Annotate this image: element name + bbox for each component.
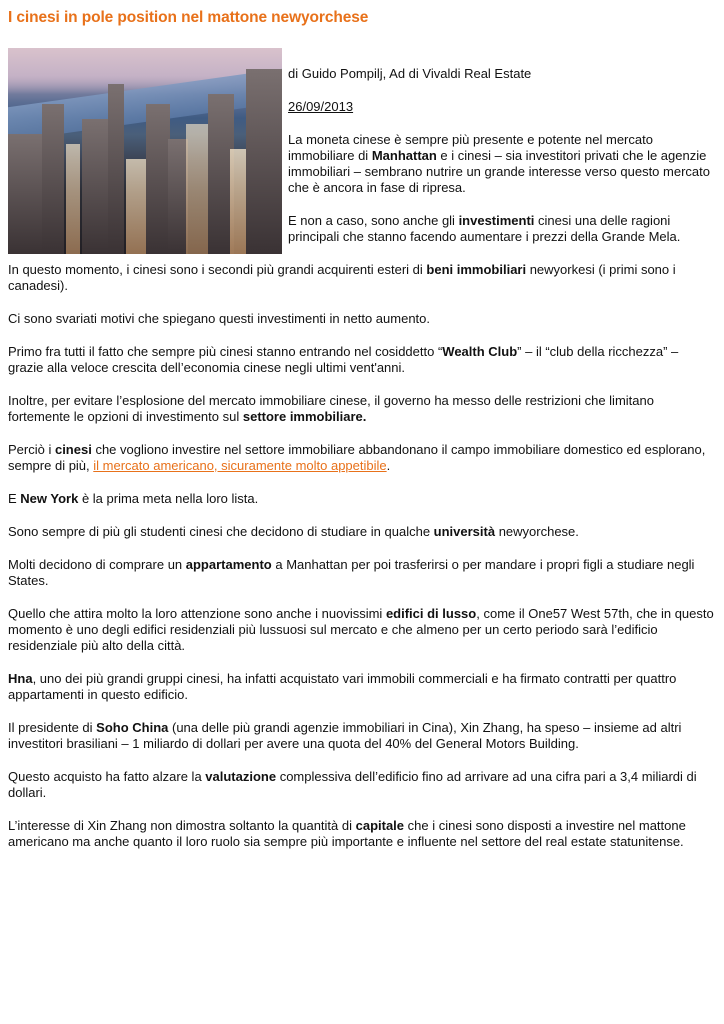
- bold-keyword: New York: [20, 491, 79, 506]
- bold-keyword: investimenti: [458, 213, 535, 228]
- text-segment: , uno dei più grandi gruppi cinesi, ha infatti acquistato vari immobili commerciali e ha firmato contratti per quattro appartamenti in questo edificio.: [8, 671, 677, 702]
- manhattan-skyline-photo: [8, 48, 282, 254]
- bold-keyword: appartamento: [185, 557, 272, 572]
- text-segment: Primo fra tutti il fatto che sempre più cinesi stanno entrando nel cosiddetto “: [8, 344, 443, 359]
- text-segment: Questo acquisto ha fatto alzare la: [8, 769, 206, 784]
- article-paragraph: [8, 671, 714, 703]
- text-segment: Perciò i: [8, 442, 55, 457]
- text-segment: Sono sempre di più gli studenti cinesi che decidono di studiare in qualche: [8, 524, 434, 539]
- bold-keyword: valutazione: [205, 769, 277, 784]
- article-paragraph: [8, 491, 714, 507]
- text-segment: ” – il “club della ricchezza” – grazie alla veloce crescita dell’economia cinese negli ultimi vent'anni.: [8, 344, 679, 375]
- text-segment: Molti decidono di comprare un: [8, 557, 186, 572]
- article-byline: di Guido Pompilj, Ad di Vivaldi Real Estate: [288, 66, 532, 81]
- article-paragraph: [8, 393, 714, 425]
- article-paragraph: [8, 442, 714, 474]
- article-paragraph: [8, 262, 714, 294]
- text-segment: In questo momento, i cinesi sono i secondi più grandi acquirenti esteri di: [8, 262, 427, 277]
- bold-keyword: Wealth Club: [442, 344, 518, 359]
- article-link[interactable]: il mercato americano, sicuramente molto appetibile: [93, 458, 387, 473]
- article-title: I cinesi in pole position nel mattone newyorchese: [8, 9, 369, 26]
- text-segment: complessiva dell’edificio fino ad arrivare ad una cifra pari a 3,4 miliardi di dollari.: [8, 769, 697, 800]
- bold-keyword: Manhattan: [371, 148, 437, 163]
- bold-keyword: beni immobiliari: [426, 262, 527, 277]
- article-paragraph: [8, 344, 714, 376]
- text-segment: newyorkesi (i primi sono i canadesi).: [8, 262, 676, 293]
- text-segment: Inoltre, per evitare l’esplosione del mercato immobiliare cinese, il governo ha messo delle restrizioni che limitano fortemente le opzioni di investimento sul: [8, 393, 654, 424]
- text-segment: che vogliono investire nel settore immobiliare abbandonano il campo immobiliare domestico ed esplorano, sempre di più,: [8, 442, 706, 473]
- text-segment: cinesi una delle ragioni principali che stanno facendo aumentare i prezzi della Grande Mela.: [288, 213, 681, 244]
- text-segment: Quello che attira molto la loro attenzione sono anche i nuovissimi: [8, 606, 386, 621]
- text-segment: a Manhattan per poi trasferirsi o per mandare i propri figli a studiare negli States.: [8, 557, 695, 588]
- article: [8, 8, 714, 867]
- text-segment: , come il One57 West 57th, che in questo momento è uno degli edifici residenziali più lussuosi sul mercato e che almeno per un certo periodo sarà l’edificio residenziale più alto della città.: [8, 606, 714, 653]
- text-segment: La moneta cinese è sempre più presente e potente nel mercato immobiliare di: [288, 132, 653, 163]
- bold-keyword: settore immobiliare.: [242, 409, 367, 424]
- text-segment: E: [8, 491, 21, 506]
- article-paragraph: [8, 524, 714, 540]
- text-segment: E non a caso, sono anche gli: [288, 213, 459, 228]
- text-segment: .: [386, 458, 391, 473]
- text-segment: che i cinesi sono disposti a investire nel mattone americano ma anche quanto il loro ruolo sia sempre più importante e influente nel settore del real estate statunitense.: [8, 818, 686, 849]
- article-paragraph: [8, 606, 714, 654]
- bold-keyword: cinesi: [54, 442, 92, 457]
- text-segment: Ci sono svariati motivi che spiegano questi investimenti in netto aumento.: [8, 311, 430, 326]
- article-paragraph: [8, 818, 714, 850]
- text-segment: newyorchese.: [495, 524, 579, 539]
- bold-keyword: edifici di lusso: [385, 606, 477, 621]
- bold-keyword: Soho China: [96, 720, 169, 735]
- text-segment: è la prima meta nella loro lista.: [78, 491, 259, 506]
- article-paragraph: [8, 311, 714, 327]
- article-date: 26/09/2013: [288, 99, 354, 114]
- text-segment: (una delle più grandi agenzie immobiliari in Cina), Xin Zhang, ha speso – insieme ad altri investitori brasiliani – 1 miliardo di dollari per avere una quota del 40% del General Motors Building.: [8, 720, 682, 751]
- article-paragraph: [8, 769, 714, 801]
- text-segment: Il presidente di: [8, 720, 97, 735]
- bold-keyword: università: [433, 524, 496, 539]
- text-segment: L’interesse di Xin Zhang non dimostra soltanto la quantità di: [8, 818, 356, 833]
- bold-keyword: Hna: [8, 671, 33, 686]
- text-segment: e i cinesi – sia investitori privati che le agenzie immobiliari – sembrano nutrire un grande interesse verso questo mercato che è ancora in fase di ripresa.: [288, 148, 710, 195]
- bold-keyword: capitale: [355, 818, 405, 833]
- article-paragraph: [8, 557, 714, 589]
- article-paragraph: [8, 720, 714, 752]
